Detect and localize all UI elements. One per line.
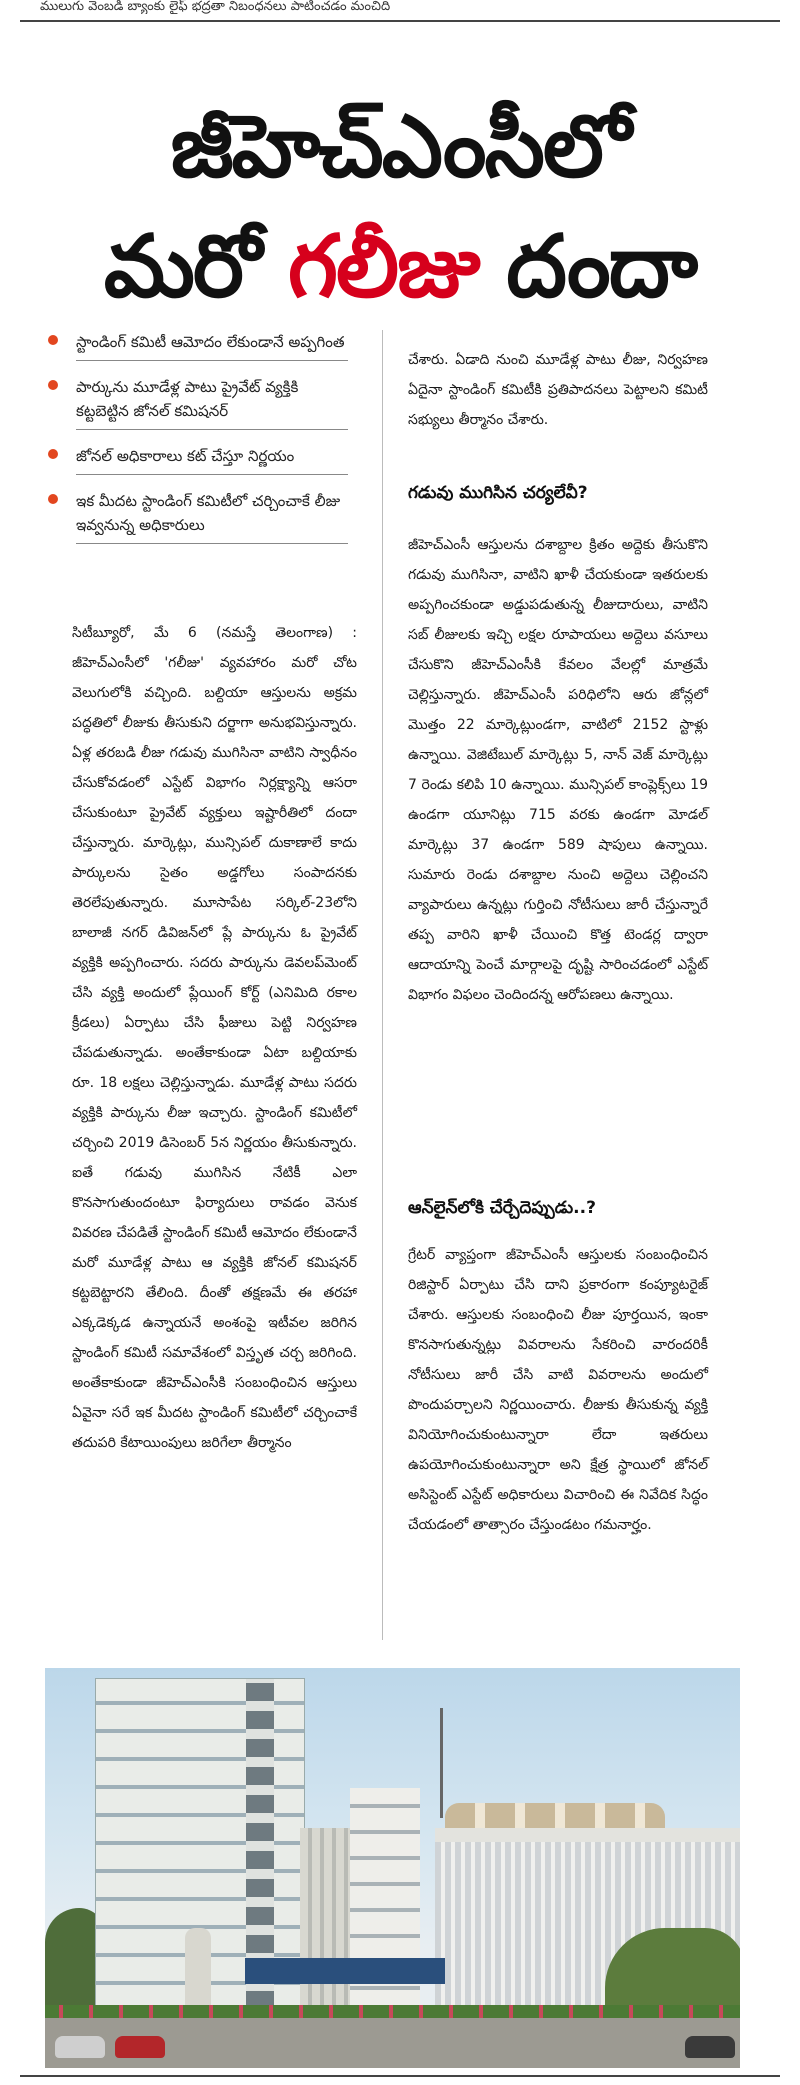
article-body-right-bottom: గ్రేటర్ వ్యాప్తంగా జీహెచ్ఎంసీ ఆస్తులకు సంబంధించిన రిజిస్టార్ ఏర్పాటు చేసి దాని ప్రకారంగా కంప్యూటరైజ్ చేశారు. ఆస్తులకు సంబంధించి లీజు పూర్తయిన, ఇంకా కొనసాగుతున్నట్లు వివరాలను సేకరించి వారందరికీ నోటీసులు జారీ చేసి వాటి వివరాలను అందులో పొందుపర్చాలని నిర్ణయించారు. లీజుకు తీసుకున్న వ్యక్తి వినియోగించుకుంటున్నారా లేదా ఇతరులు ఉపయోగించుకుంటున్నారా అని క్షేత్ర స్థాయిలో జోనల్ అసిస్టెంట్ ఎస్టేట్ అధికారులు విచారించి ఈ నివేదిక సిద్ధం చేయడంలో తాత్సారం చేస్తుండటం గమనార్హం. (408, 1247, 708, 1533)
headline-line-2 (0, 212, 800, 322)
list-item (48, 444, 348, 475)
bullet-text: జోనల్ అధికారాలు కట్ చేస్తూ నిర్ణయం (76, 447, 295, 465)
bullet-divider (76, 474, 348, 475)
bottom-rule (20, 2075, 780, 2077)
column-divider (382, 330, 383, 1640)
photo-car (115, 2036, 165, 2058)
photo-antenna (440, 1708, 443, 1818)
headline-highlight: గలీజు (287, 217, 479, 317)
top-strip-text: ములుగు వెంబడి బ్యాంకు లైఫ్ భద్రతా నిబంధనలు పాటించడం మంచిది (40, 0, 391, 14)
photo-car (685, 2036, 735, 2058)
article-body-right-top: చేశారు. ఏడాది నుంచి మూడేళ్ల పాటు లీజు, నిర్వహణ ఏదైనా స్టాండింగ్ కమిటీకి ప్రతిపాదనలు పెట్టాలని కమిటీ సభ్యులు తీర్మానం చేశారు. (408, 352, 708, 428)
bullet-text: ఇక మీదట స్టాండింగ్ కమిటీలో చర్చించాకే లీజు ఇవ్వనున్న అధికారులు (76, 492, 341, 534)
bullet-text: పార్కును మూడేళ్ల పాటు ప్రైవేట్ వ్యక్తికి కట్టబెట్టిన జోనల్ కమిషనర్ (76, 378, 299, 420)
photo-car (55, 2036, 105, 2058)
subheading-deadline: గడువు ముగిసిన చర్యలేవీ? (408, 483, 588, 503)
bullet-dot-icon (48, 494, 58, 504)
photo-tower (300, 1828, 355, 2028)
bullet-text: స్టాండింగ్ కమిటీ ఆమోదం లేకుండానే అప్పగింత (76, 333, 345, 351)
headline-line-2-pre: మరో (103, 217, 288, 317)
list-item (48, 375, 348, 430)
photo-building-mid (350, 1788, 420, 2038)
bullet-dot-icon (48, 335, 58, 345)
bullet-divider (76, 429, 348, 430)
headline-line-1: జీహెచ్ఎంసీలో (170, 97, 630, 197)
list-item (48, 330, 348, 361)
highlights-list (48, 330, 348, 558)
list-item (48, 489, 348, 544)
bullet-divider (76, 543, 348, 544)
headline-line-2-post: దందా (478, 217, 697, 317)
bullet-dot-icon (48, 380, 58, 390)
article-body-right-mid: జీహెచ్ఎంసీ ఆస్తులను దశాబ్దాల క్రితం అద్దెకు తీసుకొని గడువు ముగిసినా, వాటిని ఖాళీ చేయకుండా ఇతరులకు అప్పగించకుండా అడ్డుపడుతున్న లీజుదారులు, వాటిని సబ్ లీజులకు ఇచ్చి లక్షల రూపాయలు అద్దెలు వసూలు చేసుకొని జీహెచ్ఎంసీకి కేవలం వేలల్లో మాత్రమే చెల్లిస్తున్నారు. జీహెచ్ఎంసీ పరిధిలోని ఆరు జోన్లలో మొత్తం 22 మార్కెట్లుండగా, వాటిలో 2152 స్టాళ్లు ఉన్నాయి. వెజిటేబుల్ మార్కెట్లు 5, నాన్ వెజ్ మార్కెట్లు 7 రెండు కలిపి 10 ఉన్నాయి. మున్సిపల్ కాంప్లెక్స్‌లు 19 ఉండగా యూనిట్లు 715 వరకు ఉండగా మోడల్ మార్కెట్లు 37 ఉండగా 589 షాపులు ఉన్నాయి. సుమారు రెండు దశాబ్దాల నుంచి అద్దెలు చెల్లించని వ్యాపారులు ఉన్నట్లు గుర్తించి నోటీసులు జారీ చేస్తున్నారే తప్ప వారిని ఖాళీ చేయించి కొత్త టెండర్ల ద్వారా ఆదాయాన్ని పెంచే మార్గాలపై దృష్టి సారించడంలో ఎస్టేట్ విభాగం విఫలం చెందిందన్న ఆరోపణలు ఉన్నాయి. (408, 537, 708, 1003)
subheading-online: ఆన్‌లైన్‌లోకి చేర్చేదెప్పుడు..? (408, 1198, 596, 1218)
article-body-left: సిటీబ్యూరో, మే 6 (నమస్తే తెలంగాణ) : జీహెచ్ఎంసీలో 'గలీజు' వ్యవహారం మరో చోట వెలుగులోకి వచ్చింది. బల్దియా ఆస్తులను అక్రమ పద్ధతిలో లీజుకు తీసుకుని దర్జాగా అనుభవిస్తున్నారు. ఏళ్ల తరబడి లీజు గడువు ముగిసినా వాటిని స్వాధీనం చేసుకోవడంలో ఎస్టేట్ విభాగం నిర్లక్ష్యాన్ని ఆసరా చేసుకుంటూ ప్రైవేట్ వ్యక్తులు ఇష్టారీతిలో దందా చేస్తున్నారు. మార్కెట్లు, మున్సిపల్ దుకాణాలే కాదు పార్కులను సైతం అడ్డగోలు సంపాదనకు తెరలేపుతున్నారు. మూసాపేట సర్కిల్-23లోని బాలాజీ నగర్ డివిజన్‌లో ప్లే పార్కును ఓ ప్రైవేట్ వ్యక్తికి అప్పగించారు. సదరు పార్కును డెవలప్‌మెంట్ చేసి వ్యక్తి అందులో ప్లేయింగ్ కోర్ట్ (ఎనిమిది రకాల క్రీడలు) ఏర్పాటు చేసి ఫీజులు పెట్టి నిర్వహణ చేపడుతున్నాడు. అంతేకాకుండా ఏటా బల్దియాకు రూ. 18 లక్షలు చెల్లిస్తున్నాడు. మూడేళ్ల పాటు సదరు వ్యక్తికి పార్కును లీజు ఇచ్చారు. స్టాండింగ్ కమిటీలో చర్చించి 2019 డిసెంబర్ 5న నిర్ణయం తీసుకున్నారు. ఐతే గడువు ముగిసిన నేటికీ ఎలా కొనసాగుతుందంటూ ఫిర్యాదులు రావడం వెనుక వివరణ చేపడితే స్టాండింగ్ కమిటీ ఆమోదం లేకుండానే మరో మూడేళ్ల పాటు ఆ వ్యక్తికి జోనల్ కమిషనర్ కట్టబెట్టారని తేలింది. దీంతో తక్షణమే ఈ తరహా ఎక్కడెక్కడ ఉన్నాయనే అంశంపై ఇటీవల జరిగిన స్టాండింగ్ కమిటీ సమావేశంలో విస్తృత చర్చ జరిగింది. అంతేకాకుండా జీహెచ్ఎంసీకి సంబంధించిన ఆస్తులు ఏవైనా సరే ఇక మీదట స్టాండింగ్ కమిటీలో చర్చించాకే తదుపరి కేటాయింపులు జరిగేలా తీర్మానం (72, 625, 357, 1451)
bullet-divider (76, 360, 348, 361)
photo-signboard (245, 1958, 445, 1984)
ghmc-building-photo (45, 1668, 740, 2068)
bullet-dot-icon (48, 449, 58, 459)
top-rule (20, 20, 780, 22)
